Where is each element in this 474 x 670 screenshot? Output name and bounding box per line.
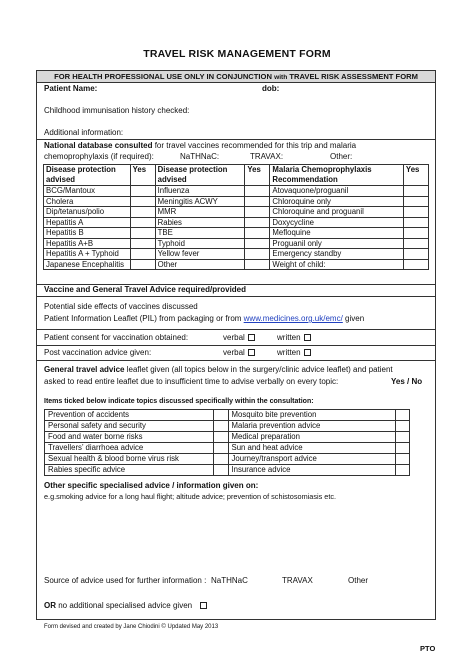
topic-cell: Sexual health & blood borne virus risk — [45, 454, 214, 465]
dob-label: dob: — [262, 84, 280, 93]
tick-cell[interactable] — [395, 410, 409, 421]
other-option: Other: — [330, 152, 353, 161]
tick-cell[interactable] — [395, 454, 409, 465]
table-row — [44, 238, 429, 249]
topic-cell: Food and water borne risks — [45, 432, 214, 443]
table-cell: Influenza — [155, 186, 245, 197]
banner-text-1: FOR HEALTH PROFESSIONAL USE ONLY IN CONJUNCTION — [54, 72, 272, 81]
column-header: Malaria Chemoprophylaxis Recommendation — [270, 165, 404, 186]
topic-cell: Sun and heat advice — [228, 443, 395, 454]
items-ticked-heading: Items ticked below indicate topics discussed specifically within the consultation: — [44, 398, 314, 405]
source-travax[interactable]: TRAVAX — [282, 576, 313, 585]
vaccine-table — [43, 164, 429, 270]
topic-cell: Rabies specific advice — [45, 465, 214, 476]
banner-text-2: with — [274, 74, 288, 81]
table-cell: Hepatitis A+B — [44, 238, 131, 249]
topic-cell: Travellers’ diarrhoea advice — [45, 443, 214, 454]
tick-cell[interactable] — [214, 410, 228, 421]
tick-cell[interactable] — [214, 454, 228, 465]
source-label: Source of advice used for further information : — [44, 576, 207, 585]
consent-label: Patient consent for vaccination obtained: — [44, 333, 189, 342]
yes-cell[interactable] — [245, 228, 270, 239]
column-header: Yes — [130, 165, 155, 186]
national-database-rest: for travel vaccines recommended for this trip and malaria — [152, 141, 357, 150]
table-row — [45, 421, 410, 432]
verbal-checkbox[interactable] — [248, 349, 255, 356]
side-effects-text: Potential side effects of vaccines discussed — [44, 302, 198, 311]
table-cell: Other — [155, 259, 245, 270]
yes-cell[interactable] — [130, 238, 155, 249]
patient-name-label: Patient Name: — [44, 84, 98, 93]
consent-written — [277, 333, 311, 343]
vaccine-advice-heading: Vaccine and General Travel Advice required/provided — [44, 285, 247, 294]
table-cell: Weight of child: — [270, 259, 404, 270]
table-cell: Meningitis ACWY — [155, 196, 245, 207]
table-row — [45, 454, 410, 465]
nathnac-option: NaTHNaC: — [180, 152, 220, 161]
tick-cell[interactable] — [214, 443, 228, 454]
verbal-checkbox[interactable] — [248, 334, 255, 341]
verbal-label: verbal — [223, 333, 245, 342]
or-label: OR — [44, 601, 56, 610]
table-cell: Hepatitis A + Typhoid — [44, 249, 131, 260]
tick-cell[interactable] — [395, 443, 409, 454]
tick-cell[interactable] — [214, 465, 228, 476]
table-cell: Typhoid — [155, 238, 245, 249]
table-cell: Cholera — [44, 196, 131, 207]
vaccine-table-header — [44, 165, 429, 186]
table-cell: Dip/tetanus/polio — [44, 207, 131, 218]
chemoprophylaxis-label: chemoprophylaxis (if required): — [44, 152, 154, 161]
topic-cell: Insurance advice — [228, 465, 395, 476]
general-advice-text: leaflet given (all topics below in the surgery/clinic advice leaflet) and patient — [124, 365, 393, 374]
source-nathnac[interactable]: NaTHNaC — [211, 576, 248, 585]
topic-cell: Personal safety and security — [45, 421, 214, 432]
pil-text: Patient Information Leaflet (PIL) from packaging or from — [44, 314, 244, 323]
yes-cell[interactable] — [130, 259, 155, 270]
column-header: Yes — [245, 165, 270, 186]
yes-cell[interactable] — [130, 207, 155, 218]
yes-cell[interactable] — [403, 217, 428, 228]
table-cell: Hepatitis B — [44, 228, 131, 239]
banner-text-3: TRAVEL RISK ASSESSMENT FORM — [289, 72, 418, 81]
general-advice-line2: asked to read entire leaflet due to insufficient time to advise verbally on every topic: — [44, 377, 339, 386]
consent-verbal — [223, 333, 255, 343]
pil-line — [44, 314, 364, 324]
table-cell: Japanese Encephalitis — [44, 259, 131, 270]
yes-cell[interactable] — [130, 186, 155, 197]
medicines-link[interactable]: www.medicines.org.uk/emc/ — [243, 314, 343, 323]
professional-use-banner — [37, 71, 435, 83]
table-row — [44, 259, 429, 270]
yes-cell[interactable] — [403, 238, 428, 249]
travax-option: TRAVAX: — [250, 152, 284, 161]
column-header: Disease protection advised — [44, 165, 131, 186]
tick-cell[interactable] — [395, 421, 409, 432]
form-title: TRAVEL RISK MANAGEMENT FORM — [143, 48, 331, 60]
table-cell: BCG/Mantoux — [44, 186, 131, 197]
general-advice-line1 — [44, 365, 393, 375]
written-checkbox[interactable] — [304, 349, 311, 356]
table-cell: MMR — [155, 207, 245, 218]
yes-cell[interactable] — [245, 259, 270, 270]
tick-cell[interactable] — [395, 465, 409, 476]
yes-cell[interactable] — [245, 217, 270, 228]
general-advice-bold: General travel advice — [44, 365, 125, 374]
no-advice-line — [44, 601, 207, 611]
table-row — [44, 186, 429, 197]
table-row — [44, 207, 429, 218]
childhood-immunisation-label: Childhood immunisation history checked: — [44, 106, 190, 115]
national-database-bold: National database consulted — [44, 141, 153, 150]
column-header: Disease protection advised — [155, 165, 245, 186]
topic-cell: Malaria prevention advice — [228, 421, 395, 432]
table-cell: Mefloquine — [270, 228, 404, 239]
yes-cell[interactable] — [403, 228, 428, 239]
pil-tail: given — [342, 314, 365, 323]
table-cell: TBE — [155, 228, 245, 239]
other-specific-example: e.g.smoking advice for a long haul flight; altitude advice; prevention of schistosomiasis etc. — [44, 492, 337, 501]
tick-cell[interactable] — [395, 432, 409, 443]
no-advice-text: no additional specialised advice given — [56, 601, 193, 610]
footer-credit: Form devised and created by Jane Chiodini © Updated May 2013 — [44, 624, 219, 630]
table-cell: Proguanil only — [270, 238, 404, 249]
yes-cell[interactable] — [245, 238, 270, 249]
no-advice-checkbox[interactable] — [200, 602, 207, 609]
yes-no-choice[interactable]: Yes / No — [391, 377, 423, 386]
table-row — [45, 410, 410, 421]
column-header: Yes — [403, 165, 428, 186]
tick-cell[interactable] — [214, 421, 228, 432]
tick-cell[interactable] — [214, 432, 228, 443]
written-label: written — [277, 333, 301, 342]
yes-cell[interactable] — [403, 259, 428, 270]
yes-cell[interactable] — [403, 249, 428, 260]
yes-cell[interactable] — [130, 249, 155, 260]
table-cell: Yellow fever — [155, 249, 245, 260]
table-row — [44, 228, 429, 239]
written-label: written — [277, 348, 301, 357]
source-other[interactable]: Other — [348, 576, 369, 585]
yes-cell[interactable] — [403, 207, 428, 218]
other-specific-heading: Other specific specialised advice / information given on: — [44, 481, 259, 490]
national-database-line1 — [44, 141, 356, 151]
yes-cell[interactable] — [403, 186, 428, 197]
pto-label: PTO — [420, 644, 436, 653]
topic-cell: Journey/transport advice — [228, 454, 395, 465]
table-cell: Hepatitis A — [44, 217, 131, 228]
table-row — [44, 249, 429, 260]
table-row — [44, 196, 429, 207]
yes-cell[interactable] — [245, 196, 270, 207]
post-vaccination-verbal — [223, 348, 255, 358]
yes-cell[interactable] — [245, 207, 270, 218]
yes-cell[interactable] — [130, 228, 155, 239]
table-row — [44, 217, 429, 228]
table-cell: Chloroquine only — [270, 196, 404, 207]
post-vaccination-written — [277, 348, 311, 358]
verbal-label: verbal — [223, 348, 245, 357]
additional-information-label: Additional information: — [44, 128, 124, 137]
yes-cell[interactable] — [245, 186, 270, 197]
table-cell: Emergency standby — [270, 249, 404, 260]
topic-cell: Mosquito bite prevention — [228, 410, 395, 421]
yes-cell[interactable] — [245, 249, 270, 260]
topics-table — [44, 409, 410, 476]
post-vaccination-label: Post vaccination advice given: — [44, 348, 152, 357]
table-cell: Doxycycline — [270, 217, 404, 228]
yes-cell[interactable] — [130, 196, 155, 207]
table-cell: Rabies — [155, 217, 245, 228]
table-cell: Atovaquone/proguanil — [270, 186, 404, 197]
table-cell: Chloroquine and proguanil — [270, 207, 404, 218]
yes-cell[interactable] — [130, 217, 155, 228]
table-row — [45, 443, 410, 454]
topic-cell: Medical preparation — [228, 432, 395, 443]
topic-cell: Prevention of accidents — [45, 410, 214, 421]
yes-cell[interactable] — [403, 196, 428, 207]
table-row — [45, 432, 410, 443]
written-checkbox[interactable] — [304, 334, 311, 341]
table-row — [45, 465, 410, 476]
